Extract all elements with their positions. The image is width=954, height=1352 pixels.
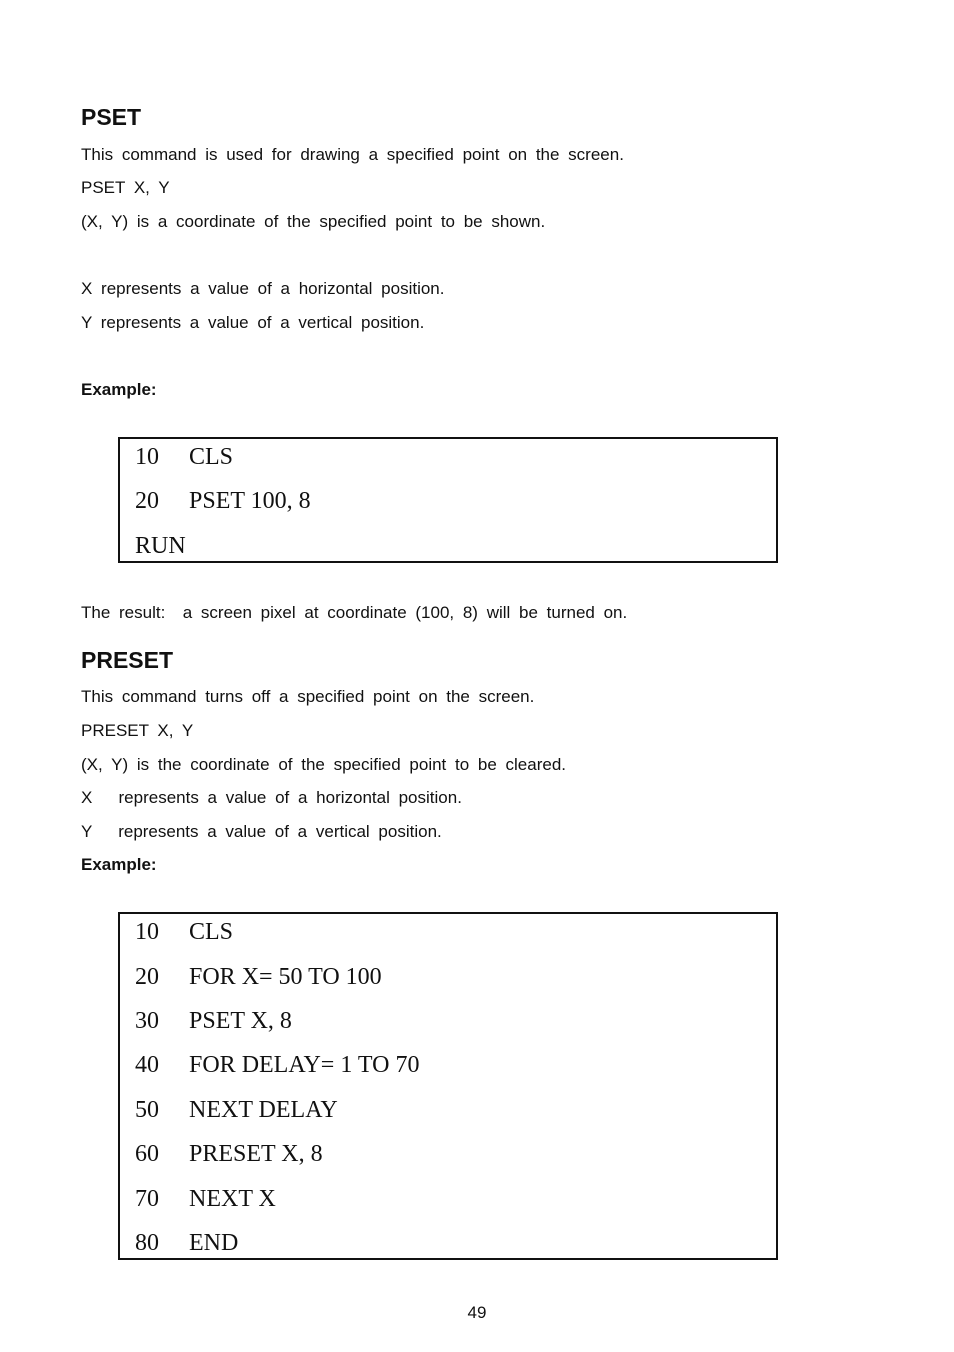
code-statement: END [189,1230,239,1256]
pset-x-description: X represents a value of a horizontal position. [81,279,445,298]
code-statement: CLS [189,444,234,470]
pset-result: The result: a screen pixel at coordinate (100, 8) will be turned on. [81,603,628,622]
pset-example-label: Example: [81,380,157,399]
preset-example-label: Example: [81,855,157,874]
line-number: 10 [135,444,159,470]
preset-syntax: PRESET X, Y [81,721,194,740]
line-number: 70 [135,1186,159,1212]
code-line [135,1228,238,1258]
line-number: 30 [135,1008,159,1034]
code-line [135,531,186,561]
code-line [135,917,233,947]
code-line [135,1006,292,1036]
code-statement: NEXT DELAY [189,1097,338,1123]
pset-heading: PSET [81,104,142,130]
code-line [135,1184,276,1214]
code-statement: FOR X= 50 TO 100 [189,964,382,990]
code-statement: FOR DELAY= 1 TO 70 [189,1052,420,1078]
preset-x-description: X represents a value of a horizontal position. [81,788,462,807]
code-line [135,442,233,472]
code-statement: CLS [189,919,234,945]
line-number: 20 [135,488,159,514]
code-statement: RUN [135,533,186,559]
pset-code-box [118,437,778,563]
code-statement: PSET X, 8 [189,1008,292,1034]
line-number: 20 [135,964,159,990]
pset-syntax: PSET X, Y [81,178,170,197]
code-line [135,1095,338,1125]
line-number: 40 [135,1052,159,1078]
line-number: 10 [135,919,159,945]
preset-y-description: Y represents a value of a vertical position. [81,822,442,841]
pset-coordinate-note: (X, Y) is a coordinate of the specified point to be shown. [81,212,546,231]
code-statement: PRESET X, 8 [189,1141,323,1167]
code-statement: NEXT X [189,1186,276,1212]
preset-code-box [118,912,778,1260]
code-line [135,1050,419,1080]
code-statement: PSET 100, 8 [189,488,311,514]
line-number: 60 [135,1141,159,1167]
preset-heading: PRESET [81,647,174,673]
code-line [135,1139,323,1169]
pset-description: This command is used for drawing a specified point on the screen. [81,145,624,164]
code-line [135,486,311,516]
pset-y-description: Y represents a value of a vertical position. [81,313,425,332]
line-number: 50 [135,1097,159,1123]
page-number: 49 [467,1303,487,1322]
code-line [135,962,382,992]
line-number: 80 [135,1230,159,1256]
preset-description: This command turns off a specified point on the screen. [81,687,535,706]
preset-coordinate-note: (X, Y) is the coordinate of the specified point to be cleared. [81,755,567,774]
